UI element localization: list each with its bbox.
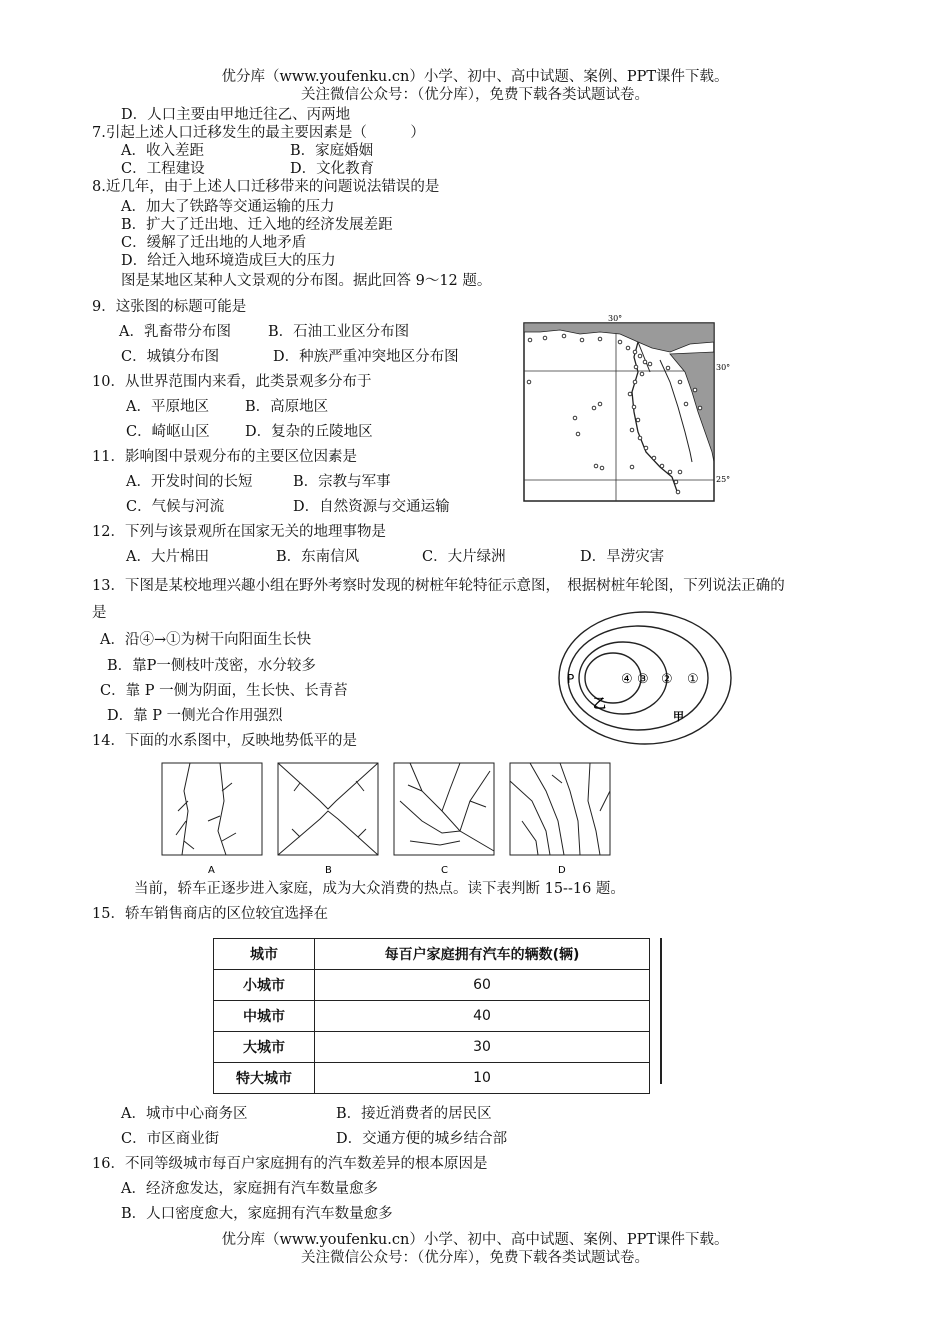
q13-option-d: D．靠 P 一侧光合作用强烈 [107, 708, 283, 724]
q11-stem: 11．影响图中景观分布的主要区位因素是 [92, 449, 357, 465]
q11-option-b: B．宗教与军事 [293, 474, 391, 490]
q8-option-b: B．扩大了迁出地、迁入地的经济发展差距 [121, 217, 393, 233]
table-row [214, 970, 650, 1001]
map-lat-bottom: 25° [716, 475, 731, 484]
header-line-1: 优分库（www.youfenku.cn）小学、初中、高中试题、案例、PPT课件下载。 [221, 69, 729, 85]
q8-option-d: D．给迁入地环境造成巨大的压力 [121, 253, 336, 269]
q7-option-a: A．收入差距 [121, 143, 204, 159]
table-side-rule [660, 938, 662, 1084]
q12-option-c: C．大片绿洲 [422, 549, 506, 565]
distribution-map [520, 312, 740, 504]
map-lat-top: 30° [608, 314, 623, 323]
table-col-cars: 每百户家庭拥有汽车的辆数(辆) [315, 939, 650, 970]
ring-label-3: ③ [637, 672, 649, 687]
table-row [214, 1063, 650, 1094]
q15-option-c: C．市区商业街 [121, 1131, 220, 1147]
q13-option-b: B．靠P一侧枝叶茂密，水分较多 [107, 658, 316, 674]
q15-stem: 15．轿车销售商店的区位较宜选择在 [92, 906, 328, 922]
table-cell-city: 特大城市 [214, 1063, 315, 1094]
table-row [214, 1032, 650, 1063]
table-cell-city: 中城市 [214, 1001, 315, 1032]
q7-option-d: D．文化教育 [290, 161, 375, 177]
q10-stem: 10．从世界范围内来看，此类景观多分布于 [92, 374, 372, 390]
q13-stem-1: 13．下图是某校地理兴趣小组在野外考察时发现的树桩年轮特征示意图， 根据树桩年轮图，下列说法正确的 [92, 578, 785, 594]
q12-option-d: D．旱涝灾害 [580, 549, 665, 565]
q11-option-d: D．自然资源与交通运输 [293, 499, 450, 515]
header-line-2: 关注微信公众号：（优分库），免费下载各类试题试卷。 [301, 87, 649, 103]
q7-stem: 7.引起上述人口迁移发生的最主要因素是（ ） [92, 125, 425, 141]
table-cell-city: 大城市 [214, 1032, 315, 1063]
q15-option-d: D．交通方便的城乡结合部 [336, 1131, 508, 1147]
drainage-label-b: B [325, 865, 332, 876]
footer-line-1: 优分库（www.youfenku.cn）小学、初中、高中试题、案例、PPT课件下载。 [221, 1232, 729, 1248]
q10-option-b: B．高原地区 [245, 399, 329, 415]
q7-option-c: C．工程建设 [121, 161, 205, 177]
q9-option-a: A．乳畜带分布图 [119, 324, 231, 340]
drainage-label-a: A [208, 865, 215, 876]
q13-option-a: A．沿④→①为树干向阳面生长快 [100, 632, 312, 648]
table-col-city: 城市 [214, 939, 315, 970]
q13-stem-2: 是 [92, 605, 107, 621]
drainage-label-d: D [558, 865, 566, 876]
table-cell-value: 60 [315, 970, 650, 1001]
table-cell-value: 40 [315, 1001, 650, 1032]
q10-option-a: A．平原地区 [126, 399, 209, 415]
table-header-row [214, 939, 650, 970]
q15-option-b: B．接近消费者的居民区 [336, 1106, 492, 1122]
q16-option-b: B．人口密度愈大，家庭拥有汽车数量愈多 [121, 1206, 393, 1222]
q12-option-b: B．东南信风 [276, 549, 360, 565]
tree-ring-diagram [555, 608, 735, 748]
q7-option-b: B．家庭婚姻 [290, 143, 374, 159]
q6-option-d: D．人口主要由甲地迁往乙、丙两地 [121, 107, 351, 123]
ring-label-yi: 乙 [593, 697, 607, 712]
q10-option-d: D．复杂的丘陵地区 [245, 424, 373, 440]
q9-option-b: B．石油工业区分布图 [268, 324, 410, 340]
q11-option-c: C．气候与河流 [126, 499, 225, 515]
q9-option-d: D．种族严重冲突地区分布图 [273, 349, 459, 365]
q10-option-c: C．崎岖山区 [126, 424, 210, 440]
table-cell-city: 小城市 [214, 970, 315, 1001]
q9-stem: 9．这张图的标题可能是 [92, 299, 247, 315]
q15-option-a: A．城市中心商务区 [121, 1106, 248, 1122]
table-cell-value: 30 [315, 1032, 650, 1063]
car-ownership-table [213, 938, 650, 1094]
ring-label-jia: 甲 [673, 710, 684, 723]
q12-option-a: A．大片棉田 [126, 549, 209, 565]
q16-option-a: A．经济愈发达，家庭拥有汽车数量愈多 [121, 1181, 378, 1197]
q12-stem: 12．下列与该景观所在国家无关的地理事物是 [92, 524, 386, 540]
table-cell-value: 10 [315, 1063, 650, 1094]
q8-option-c: C．缓解了迁出地的人地矛盾 [121, 235, 307, 251]
q8-stem: 8.近几年，由于上述人口迁移带来的问题说法错误的是 [92, 179, 440, 195]
ring-label-2: ② [661, 672, 673, 687]
q14-stem: 14．下面的水系图中，反映地势低平的是 [92, 733, 357, 749]
q8-option-a: A．加大了铁路等交通运输的压力 [121, 199, 335, 215]
intro-9-12: 图是某地区某种人文景观的分布图。据此回答 9～12 题。 [121, 273, 492, 289]
q13-option-c: C．靠 P 一侧为阴面，生长快、长青苔 [100, 683, 348, 699]
table-row [214, 1001, 650, 1032]
ring-label-p: P [567, 672, 575, 686]
drainage-label-c: C [441, 865, 448, 876]
q16-stem: 16．不同等级城市每百户家庭拥有的汽车数差异的根本原因是 [92, 1156, 488, 1172]
ring-label-4: ④ [621, 672, 633, 687]
map-lat-right: 30° [716, 363, 731, 372]
drainage-patterns [160, 761, 620, 879]
q9-option-c: C．城镇分布图 [121, 349, 220, 365]
intro-15-16: 当前，轿车正逐步进入家庭，成为大众消费的热点。读下表判断 15--16 题。 [134, 881, 625, 897]
ring-label-1: ① [687, 672, 699, 687]
q11-option-a: A．开发时间的长短 [126, 474, 253, 490]
footer-line-2: 关注微信公众号：（优分库），免费下载各类试题试卷。 [301, 1250, 649, 1266]
